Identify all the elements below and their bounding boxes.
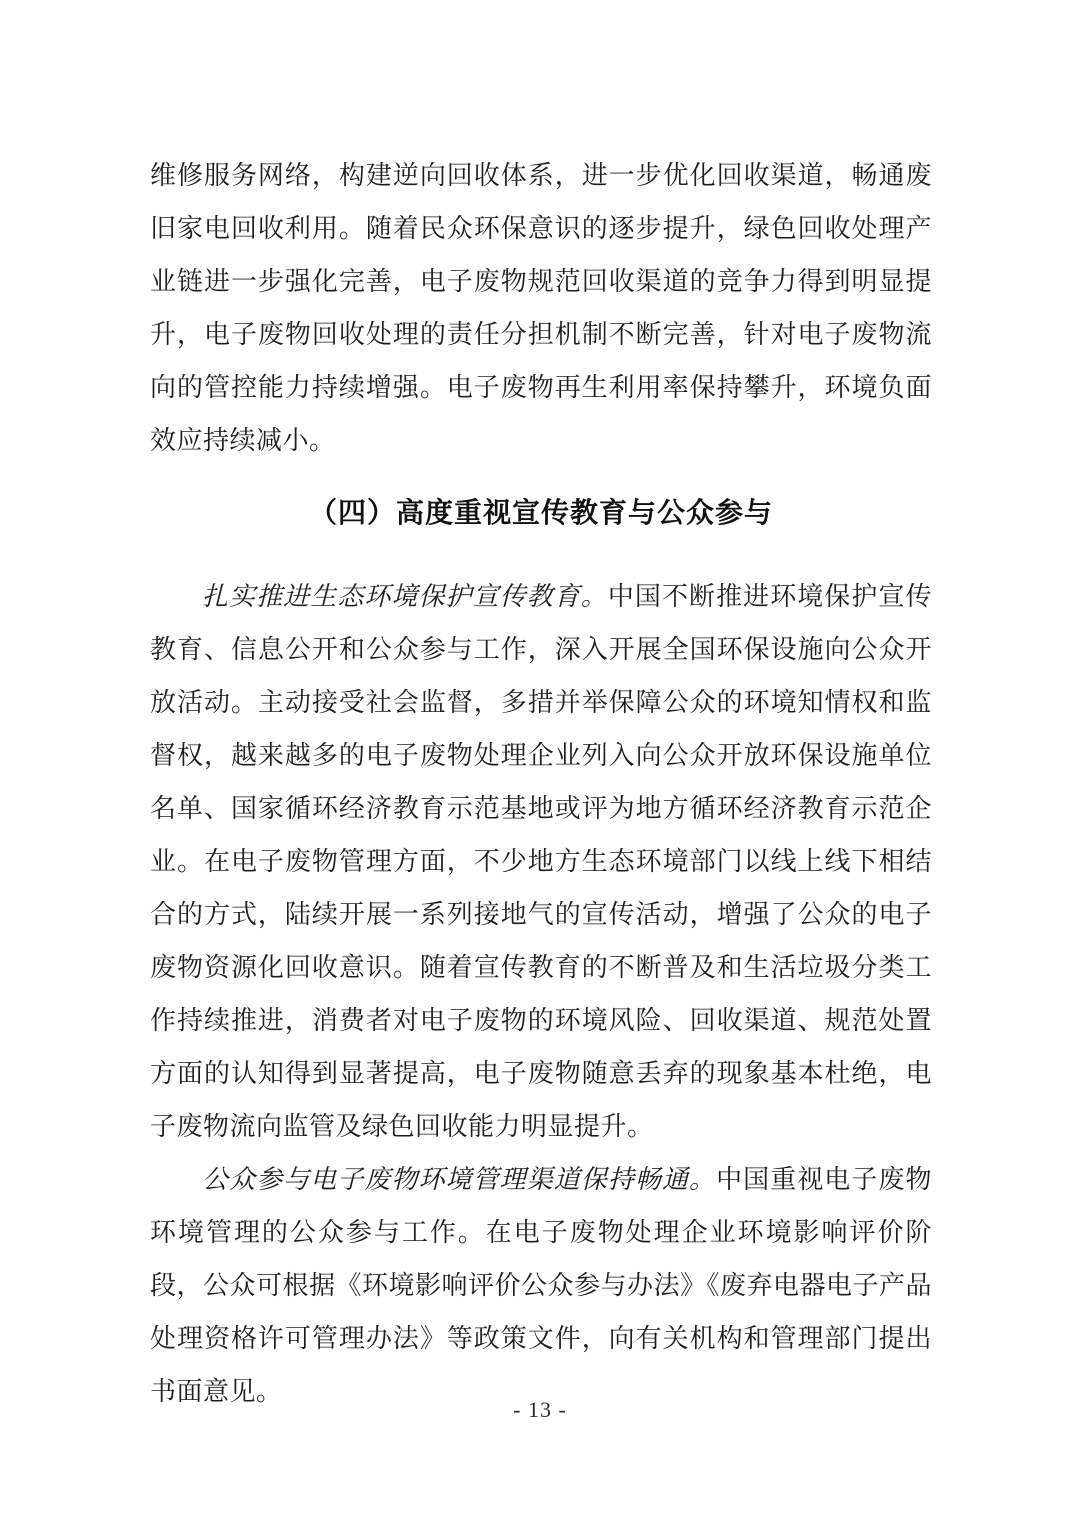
lead-sentence-publicity: 扎实推进生态环境保护宣传教育。: [202, 582, 608, 611]
paragraph-public-participation: [150, 1153, 932, 1418]
lead-sentence-participation: 公众参与电子废物环境管理渠道保持畅通。: [202, 1165, 717, 1194]
paragraph-publicity-education: [150, 570, 932, 1153]
paragraph-continuation: 维修服务网络，构建逆向回收体系，进一步优化回收渠道，畅通废旧家电回收利用。随着民众环保意识的逐步提升，绿色回收处理产业链进一步强化完善，电子废物规范回收渠道的竞争力得到明显提升，电子废物回收处理的责任分担机制不断完善，针对电子废物流向的管控能力持续增强。电子废物再生利用率保持攀升，环境负面效应持续减小。: [150, 161, 932, 455]
paragraph-publicity-body: 中国不断推进环境保护宣传教育、信息公开和公众参与工作，深入开展全国环保设施向公众开放活动。主动接受社会监督，多措并举保障公众的环境知情权和监督权，越来越多的电子废物处理企业列入向公众开放环保设施单位名单、国家循环经济教育示范基地或评为地方循环经济教育示范企业。在电子废物管理方面，不少地方生态环境部门以线上线下相结合的方式，陆续开展一系列接地气的宣传活动，增强了公众的电子废物资源化回收意识。随着宣传教育的不断普及和生活垃圾分类工作持续推进，消费者对电子废物的环境风险、回收渠道、规范处置方面的认知得到显著提高，电子废物随意丢弃的现象基本杜绝，电子废物流向监管及绿色回收能力明显提升。: [150, 582, 932, 1141]
paragraph-participation-body: 中国重视电子废物环境管理的公众参与工作。在电子废物处理企业环境影响评价阶段，公众可根据《环境影响评价公众参与办法》《废弃电器电子产品处理资格许可管理办法》等政策文件，向有关机构和管理部门提出书面意见。: [150, 1165, 933, 1406]
section-heading: （四）高度重视宣传教育与公众参与: [308, 498, 773, 529]
page-number: - 13 -: [513, 1397, 567, 1422]
